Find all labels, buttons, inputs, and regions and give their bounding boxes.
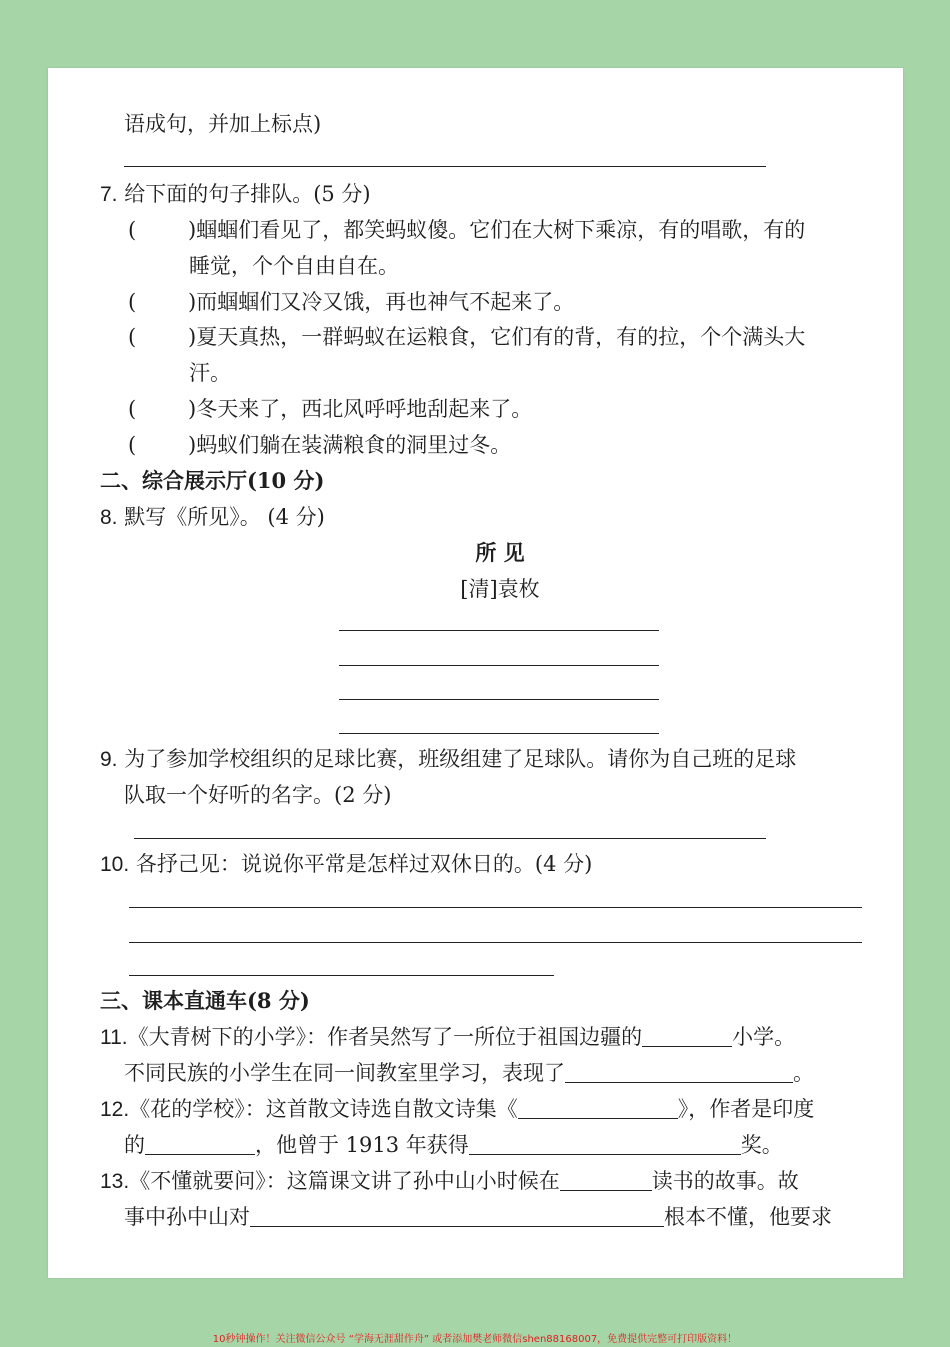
q7-item-1: ( )蝈蝈们看见了，都笑蚂蚁傻。它们在大树下乘凉，有的唱歌，有的 xyxy=(128,218,806,242)
poem-author: [清]袁枚 xyxy=(460,577,540,601)
q9-answer-line xyxy=(134,838,766,839)
q10-answer-line-3 xyxy=(129,975,554,976)
q7-item-1-cont: 睡觉，个个自由自在。 xyxy=(189,254,399,278)
q9-text-cont: 队取一个好听的名字。(2 分) xyxy=(124,783,392,807)
continuation-text: 语成句，并加上标点) xyxy=(124,112,322,136)
q7-item-2: ( )而蝈蝈们又冷又饿，再也神气不起来了。 xyxy=(128,290,575,314)
q13-line-2: 事中孙中山对 根本不懂，他要求 xyxy=(124,1205,832,1229)
q13-blank-1 xyxy=(560,1170,652,1191)
poem-line-2 xyxy=(339,665,659,666)
footer-ad-text: 10秒钟操作！关注微信公众号 “学海无涯甜作舟” 或者添加樊老师微信shen88168007，免费提供完整可打印版资料！ xyxy=(212,1334,738,1345)
poem-line-3 xyxy=(339,699,659,700)
q8-heading: 8. 默写《所见》。 (4 分) xyxy=(100,505,325,529)
section-2-heading: 二、综合展示厅(10 分) xyxy=(100,468,325,493)
q9-text: 9. 为了参加学校组织的足球比赛，班级组建了足球队。请你为自己班的足球 xyxy=(100,747,797,771)
q11-blank-1 xyxy=(642,1026,732,1047)
q11-line-1: 11.《大青树下的小学》：作者吴然写了一所位于祖国边疆的 小学。 xyxy=(100,1025,796,1049)
section-3-heading: 三、课本直通车(8 分) xyxy=(100,988,310,1013)
q7-item-3: ( )夏天真热，一群蚂蚁在运粮食，它们有的背，有的拉，个个满头大 xyxy=(128,325,806,349)
answer-line xyxy=(124,166,766,167)
q12-blank-2 xyxy=(145,1134,255,1155)
q12-line-1: 12.《花的学校》：这首散文诗选自散文诗集《 》，作者是印度 xyxy=(100,1097,815,1121)
q10-text: 10. 各抒己见：说说你平常是怎样过双休日的。(4 分) xyxy=(100,852,593,876)
poem-line-4 xyxy=(339,733,659,734)
poem-line-1 xyxy=(339,630,659,631)
q12-blank-1 xyxy=(518,1098,678,1119)
q13-line-1: 13.《不懂就要问》：这篇课文讲了孙中山小时候在 读书的故事。故 xyxy=(100,1169,799,1193)
q10-answer-line-1 xyxy=(129,907,862,908)
q7-item-3-cont: 汗。 xyxy=(189,361,231,385)
q7-heading: 7. 给下面的句子排队。(5 分) xyxy=(100,182,371,206)
q12-blank-3 xyxy=(469,1134,741,1155)
q11-line-2: 不同民族的小学生在同一间教室里学习，表现了 。 xyxy=(124,1061,814,1085)
q7-item-5: ( )蚂蚁们躺在装满粮食的洞里过冬。 xyxy=(128,433,512,457)
q13-blank-2 xyxy=(250,1206,664,1227)
q12-line-2: 的 ，他曾于 1913 年获得 奖。 xyxy=(124,1133,783,1157)
poem-title: 所 见 xyxy=(475,540,525,565)
q10-answer-line-2 xyxy=(129,942,862,943)
q11-blank-2 xyxy=(565,1062,793,1083)
q7-item-4: ( )冬天来了，西北风呼呼地刮起来了。 xyxy=(128,397,533,421)
